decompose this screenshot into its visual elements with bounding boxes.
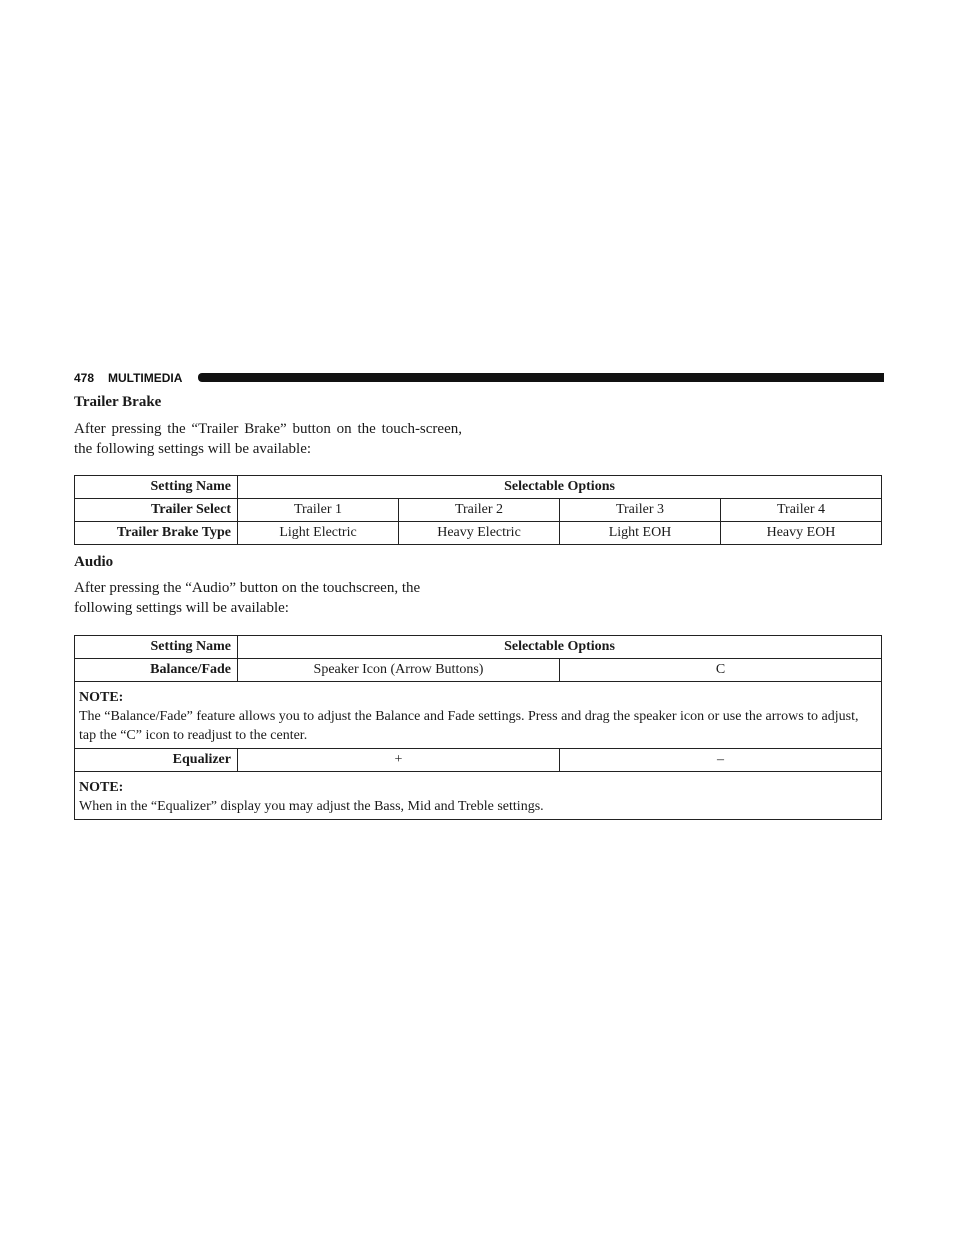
note-text: The “Balance/Fade” feature allows you to adjust the Balance and Fade settings. Press and drag the speaker icon or use the arrows to adjust, tap the “C” icon to readjust to the center.: [79, 709, 859, 743]
option-cell: Trailer 3: [560, 499, 721, 522]
col-setting-name: Setting Name: [75, 476, 238, 499]
audio-table: [74, 635, 882, 820]
setting-name: Balance/Fade: [75, 659, 238, 682]
option-cell: Light Electric: [238, 522, 399, 545]
setting-name: Equalizer: [75, 749, 238, 772]
table-header-row: [75, 476, 882, 499]
page-header: [74, 371, 884, 385]
trailer-brake-table: [74, 475, 882, 545]
audio-intro: [74, 578, 420, 618]
balance-fade-note: [75, 682, 882, 749]
note-row: [75, 772, 882, 820]
option-cell: Heavy EOH: [721, 522, 882, 545]
table-row: [75, 659, 882, 682]
col-setting-name: Setting Name: [75, 636, 238, 659]
setting-name: Trailer Select: [75, 499, 238, 522]
col-selectable-options: Selectable Options: [238, 636, 882, 659]
table-row: [75, 749, 882, 772]
note-title: NOTE:: [79, 780, 124, 795]
table-header-row: [75, 636, 882, 659]
option-cell: Speaker Icon (Arrow Buttons): [238, 659, 560, 682]
option-cell: Light EOH: [560, 522, 721, 545]
table-row: [75, 522, 882, 545]
trailer-brake-heading: Trailer Brake: [74, 394, 162, 410]
col-selectable-options: Selectable Options: [238, 476, 882, 499]
note-title: NOTE:: [79, 690, 124, 705]
section-title: MULTIMEDIA: [108, 371, 183, 385]
audio-intro-line-1: After pressing the “Audio” button on the touchscreen, the: [74, 580, 421, 596]
setting-name: Trailer Brake Type: [75, 522, 238, 545]
option-cell: +: [238, 749, 560, 772]
option-cell: Heavy Electric: [399, 522, 560, 545]
option-cell: –: [560, 749, 882, 772]
page-number: 478: [74, 371, 95, 385]
table-row: [75, 499, 882, 522]
audio-heading: Audio: [74, 554, 114, 570]
trailer-brake-intro: After pressing the “Trailer Brake” button on the touch-screen, the following settings will be available:: [74, 421, 462, 457]
option-cell: Trailer 1: [238, 499, 399, 522]
option-cell: C: [560, 659, 882, 682]
note-row: [75, 682, 882, 749]
option-cell: Trailer 2: [399, 499, 560, 522]
equalizer-note: [75, 772, 882, 820]
header-rule: [198, 373, 884, 382]
note-text: When in the “Equalizer” display you may adjust the Bass, Mid and Treble settings.: [79, 799, 544, 814]
audio-intro-line-2: following settings will be available:: [74, 600, 289, 616]
option-cell: Trailer 4: [721, 499, 882, 522]
